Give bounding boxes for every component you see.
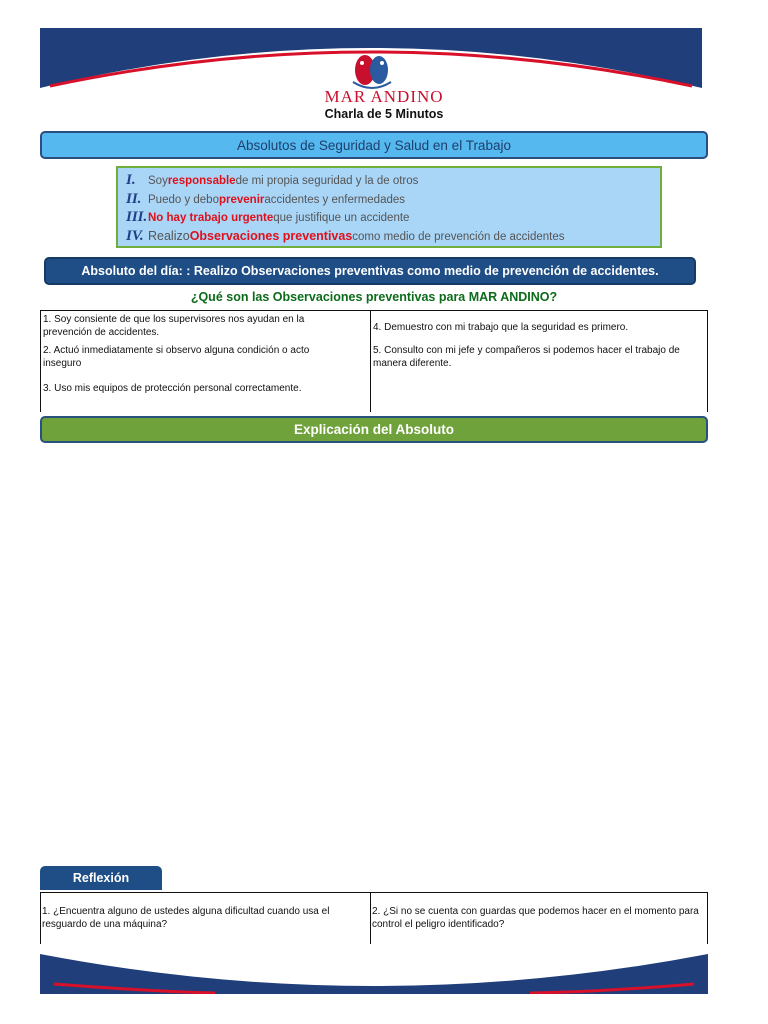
reflection-tab: [40, 866, 162, 890]
table-border-right: [707, 893, 708, 944]
reflection-table: [40, 892, 708, 944]
numeral: I.: [126, 172, 136, 188]
observations-table: [40, 310, 708, 412]
observation-item: 4. Demuestro con mi trabajo que la seguridad es primero.: [373, 322, 629, 333]
absolute-of-day-bar: [44, 257, 696, 285]
absolute-item: III. No hay trabajo urgente que justifique un accidente: [126, 209, 410, 225]
observation-item: 2. Actuó inmediatamente si observo alguna condición o acto inseguro: [43, 345, 310, 369]
section-title-bar: [40, 131, 708, 159]
absolute-item: I. Soy responsable de mi propia seguridad y la de otros: [126, 172, 419, 188]
numeral: II.: [126, 190, 142, 207]
section-title: Absolutos de Seguridad y Salud en el Trabajo: [237, 137, 511, 153]
numeral: III.: [126, 209, 148, 225]
logo-wordmark: MAR ANDINO: [324, 87, 444, 106]
observation-item: 5. Consulto con mi jefe y compañeros si podemos hacer el trabajo de manera diferente.: [373, 345, 680, 369]
table-divider: [370, 893, 371, 944]
table-divider: [370, 311, 371, 412]
absolute-item: II. Puedo y debo prevenir accidentes y enfermedades: [126, 190, 406, 207]
absolute-of-day: Absoluto del día: : Realizo Observaciones preventivas como medio de prevención de accidentes.: [81, 264, 659, 278]
table-border-left: [40, 311, 41, 412]
reflection-question: 2. ¿Si no se cuenta con guardas que podemos hacer en el momento para control el peligro identificado?: [372, 906, 699, 930]
reflection-question: 1. ¿Encuentra alguno de ustedes alguna dificultad cuando usa el resguardo de una máquina?: [42, 906, 330, 930]
reflection-label: Reflexión: [72, 871, 130, 885]
explanation-bar: [40, 416, 708, 443]
observations-question: ¿Qué son las Observaciones preventivas para MAR ANDINO?: [190, 290, 558, 304]
absolutes-list: [116, 166, 662, 248]
fish-logo-icon: [348, 52, 396, 90]
numeral: IV.: [126, 227, 144, 244]
table-border-right: [707, 311, 708, 412]
observation-item: 3. Uso mis equipos de protección personal correctamente.: [43, 383, 302, 394]
footer-banner: [40, 946, 708, 994]
company-logo: [300, 52, 468, 126]
explanation-title: Explicación del Absoluto: [293, 422, 455, 437]
table-border-left: [40, 893, 41, 944]
page-subtitle: Charla de 5 Minutos: [324, 107, 444, 121]
absolute-item: IV. Realizo Observaciones preventivas como medio de prevención de accidentes: [126, 227, 565, 244]
observation-item: 1. Soy consiente de que los supervisores nos ayudan en la prevención de accidentes.: [43, 314, 305, 338]
